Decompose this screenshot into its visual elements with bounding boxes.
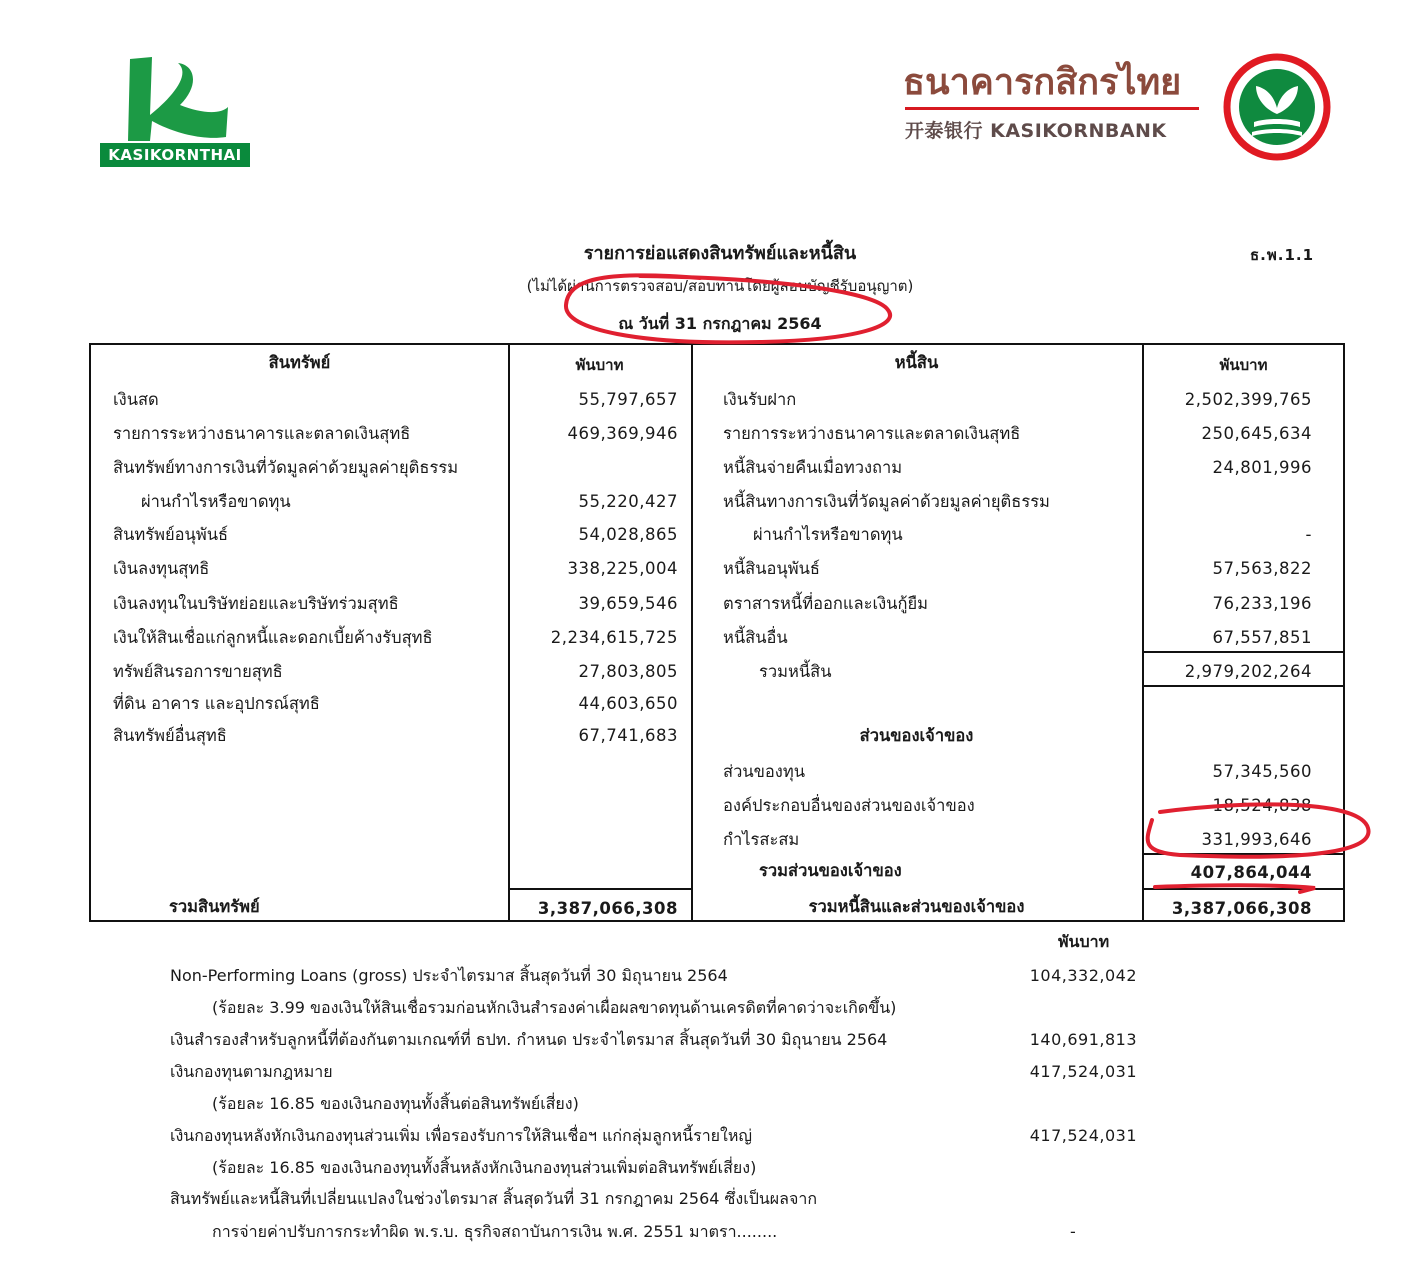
liability-value: -: [1305, 525, 1312, 544]
brand-english-name: 开泰银行 KASIKORNBANK: [905, 120, 1167, 142]
capital-value: 417,524,031: [1029, 1062, 1137, 1081]
grand-total-label: รวมหนี้สินและส่วนของเจ้าของ: [808, 897, 1025, 916]
npl-value: 104,332,042: [1029, 966, 1137, 985]
brand-thai-name: ธนาคารกสิกรไทย: [903, 62, 1182, 103]
liability-value: 24,801,996: [1212, 458, 1312, 477]
asset-value: 2,234,615,725: [550, 628, 678, 647]
kasikornbank-emblem: [1222, 52, 1332, 162]
reserve-label: เงินสำรองสำหรับลูกหนี้ที่ต้องกันตามเกณฑ์ที่ ธปท. กำหนด ประจำไตรมาส สิ้นสุดวันที่ 30 มิถุนายน 2564: [170, 1030, 888, 1049]
asset-label: ผ่านกำไรหรือขาดทุน: [141, 492, 291, 511]
asset-label: รายการระหว่างธนาคารและตลาดเงินสุทธิ: [113, 424, 411, 443]
subtotal-rule: [1142, 685, 1345, 687]
capital-label: เงินกองทุนตามกฎหมาย: [170, 1062, 333, 1081]
asset-label: เงินสด: [113, 390, 159, 409]
equity-label: กำไรสะสม: [723, 830, 800, 849]
total-rule: [508, 888, 691, 890]
kasikornthai-logo: [100, 55, 252, 169]
asset-label: สินทรัพย์ทางการเงินที่วัดมูลค่าด้วยมูลค่ายุติธรรม: [113, 458, 459, 477]
capital2-value: 417,524,031: [1029, 1126, 1137, 1145]
column-divider: [691, 345, 693, 920]
npl-sub: (ร้อยละ 3.99 ของเงินให้สินเชื่อรวมก่อนหักเงินสำรองค่าเผื่อผลขาดทุนด้านเครดิตที่คาดว่าจะเกิดขึ้น): [212, 998, 897, 1017]
liabilities-unit-header: พันบาท: [1219, 356, 1268, 374]
asset-value: 44,603,650: [578, 694, 678, 713]
liability-label: หนี้สินอนุพันธ์: [723, 559, 820, 578]
total-rule: [1142, 853, 1345, 855]
asset-value: 27,803,805: [578, 662, 678, 681]
form-code: ธ.พ.1.1: [1250, 246, 1315, 264]
asset-value: 39,659,546: [578, 594, 678, 613]
liabilities-header: หนี้สิน: [894, 353, 939, 372]
k-logo-icon: [100, 55, 252, 145]
balance-statement-table: [89, 343, 1345, 922]
total-liabilities-value: 2,979,202,264: [1184, 662, 1312, 681]
capital2-sub: (ร้อยละ 16.85 ของเงินกองทุนทั้งสิ้นหลังหักเงินกองทุนส่วนเพิ่มต่อสินทรัพย์เสี่ยง): [212, 1158, 757, 1177]
assets-unit-header: พันบาท: [575, 356, 624, 374]
liability-value: 67,557,851: [1212, 628, 1312, 647]
subtotal-rule: [1142, 651, 1345, 653]
liability-label: เงินรับฝาก: [723, 390, 797, 409]
asset-value: 469,369,946: [567, 424, 678, 443]
asset-label: สินทรัพย์อื่นสุทธิ: [113, 726, 227, 745]
document-subtitle: (ไม่ได้ผ่านการตรวจสอบ/สอบทานโดยผู้สอบบัญชีรับอนุญาต): [526, 277, 914, 295]
asset-label: สินทรัพย์อนุพันธ์: [113, 525, 229, 544]
total-assets-label: รวมสินทรัพย์: [169, 897, 260, 916]
liability-label: รายการระหว่างธนาคารและตลาดเงินสุทธิ: [723, 424, 1021, 443]
kasikornbank-wordmark: [903, 60, 1203, 150]
liability-value: 250,645,634: [1201, 424, 1312, 443]
capital2-label: เงินกองทุนหลังหักเงินกองทุนส่วนเพิ่ม เพื่อรองรับการให้สินเชื่อฯ แก่กลุ่มลูกหนี้รายใหญ่: [170, 1126, 753, 1145]
liability-value: 76,233,196: [1212, 594, 1312, 613]
liability-label: ผ่านกำไรหรือขาดทุน: [753, 525, 903, 544]
equity-label: ส่วนของทุน: [723, 762, 806, 781]
document-date: ณ วันที่ 31 กรกฎาคม 2564: [618, 314, 822, 333]
equity-header: ส่วนของเจ้าของ: [859, 726, 974, 745]
equity-label: องค์ประกอบอื่นของส่วนของเจ้าของ: [723, 796, 975, 815]
change-label: สินทรัพย์และหนี้สินที่เปลี่ยนแปลงในช่วงไตรมาส สิ้นสุดวันที่ 31 กรกฎาคม 2564 ซึ่งเป็นผลจาก: [170, 1189, 818, 1208]
asset-value: 54,028,865: [578, 525, 678, 544]
liability-label: ตราสารหนี้ที่ออกและเงินกู้ยืม: [723, 594, 929, 613]
asset-label: ทรัพย์สินรอการขายสุทธิ: [113, 662, 283, 681]
liability-value: 2,502,399,765: [1184, 390, 1312, 409]
asset-value: 55,797,657: [578, 390, 678, 409]
asset-value: 55,220,427: [578, 492, 678, 511]
document-title: รายการย่อแสดงสินทรัพย์และหนี้สิน: [583, 243, 857, 264]
equity-value: 18,524,838: [1212, 796, 1312, 815]
liability-value: 57,563,822: [1212, 559, 1312, 578]
liability-label: หนี้สินทางการเงินที่วัดมูลค่าด้วยมูลค่ายุติธรรม: [723, 492, 1050, 511]
asset-value: 338,225,004: [567, 559, 678, 578]
capital-sub: (ร้อยละ 16.85 ของเงินกองทุนทั้งสิ้นต่อสินทรัพย์เสี่ยง): [212, 1094, 579, 1113]
change-sub: การจ่ายค่าปรับการกระทำผิด พ.ร.บ. ธุรกิจสถาบันการเงิน พ.ศ. 2551 มาตรา........: [212, 1222, 778, 1241]
npl-label: Non-Performing Loans (gross) ประจำไตรมาส สิ้นสุดวันที่ 30 มิถุนายน 2564: [170, 966, 728, 985]
asset-label: เงินลงทุนสุทธิ: [113, 559, 210, 578]
kasikornthai-label: KASIKORNTHAI: [100, 143, 250, 167]
total-liabilities-label: รวมหนี้สิน: [759, 662, 832, 681]
notes-unit-header: พันบาท: [1058, 932, 1110, 951]
liability-label: หนี้สินอื่น: [723, 628, 788, 647]
asset-label: เงินให้สินเชื่อแก่ลูกหนี้และดอกเบี้ยค้างรับสุทธิ: [113, 628, 433, 647]
liability-label: หนี้สินจ่ายคืนเมื่อทวงถาม: [723, 458, 903, 477]
grand-total-value: 3,387,066,308: [1171, 899, 1312, 918]
asset-label: เงินลงทุนในบริษัทย่อยและบริษัทร่วมสุทธิ: [113, 594, 399, 613]
total-assets-value: 3,387,066,308: [537, 899, 678, 918]
rice-sprout-icon: [1222, 52, 1332, 162]
total-equity-value: 407,864,044: [1190, 863, 1312, 882]
assets-header: สินทรัพย์: [268, 353, 331, 372]
equity-value: 331,993,646: [1201, 830, 1312, 849]
asset-value: 67,741,683: [578, 726, 678, 745]
total-equity-label: รวมส่วนของเจ้าของ: [759, 861, 902, 880]
asset-label: ที่ดิน อาคาร และอุปกรณ์สุทธิ: [113, 694, 320, 713]
total-rule: [1142, 888, 1345, 890]
change-value: -: [1070, 1222, 1076, 1241]
equity-value: 57,345,560: [1212, 762, 1312, 781]
reserve-value: 140,691,813: [1029, 1030, 1137, 1049]
brand-divider: [905, 107, 1199, 110]
